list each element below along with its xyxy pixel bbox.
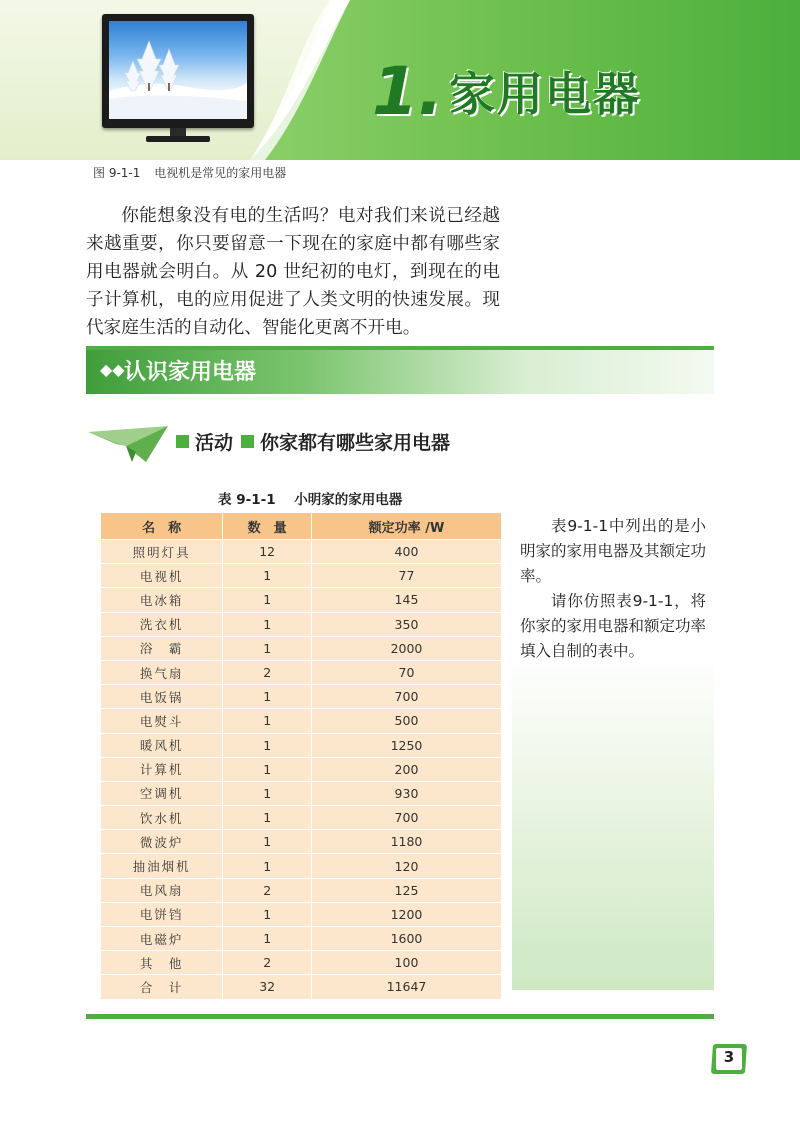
power-cell: 125 xyxy=(311,878,501,902)
tv-frame xyxy=(102,14,254,128)
table-label: 表 9-1-1 xyxy=(218,492,276,508)
table-row xyxy=(101,564,502,588)
appliance-name-cell: 计算机 xyxy=(101,757,223,781)
table-total-row xyxy=(101,975,502,999)
power-cell: 100 xyxy=(311,951,501,975)
appliance-name-cell: 电风扇 xyxy=(101,878,223,902)
quantity-cell: 1 xyxy=(223,685,312,709)
section-header-bar xyxy=(86,346,714,394)
appliance-name-cell: 抽油烟机 xyxy=(101,854,223,878)
power-cell: 350 xyxy=(311,612,501,636)
table-row xyxy=(101,806,502,830)
intro-text: 你能想象没有电的生活吗？电对我们来说已经越来越重要，你只要留意一下现在的家庭中都有哪些家用电器就会明白。从 20 世纪初的电灯，到现在的电子计算机，电的应用促进了人类文明的快速发展。现代家庭生活的自动化、智能化更离不开电。 xyxy=(86,206,500,338)
quantity-cell: 1 xyxy=(223,854,312,878)
quantity-cell: 1 xyxy=(223,709,312,733)
table-row xyxy=(101,927,502,951)
table-row xyxy=(101,951,502,975)
table-row xyxy=(101,636,502,660)
power-cell: 120 xyxy=(311,854,501,878)
quantity-cell: 2 xyxy=(223,660,312,684)
table-row xyxy=(101,660,502,684)
appliance-name-cell: 洗衣机 xyxy=(101,612,223,636)
appliance-name-cell: 电磁炉 xyxy=(101,927,223,951)
quantity-cell: 32 xyxy=(223,975,312,999)
power-cell: 700 xyxy=(311,685,501,709)
quantity-cell: 1 xyxy=(223,927,312,951)
table-row xyxy=(101,540,502,564)
table-header-row xyxy=(101,513,502,540)
power-cell: 500 xyxy=(311,709,501,733)
snow-trees-icon xyxy=(109,21,247,119)
table-row xyxy=(101,588,502,612)
quantity-cell: 1 xyxy=(223,830,312,854)
power-cell: 1600 xyxy=(311,927,501,951)
quantity-cell: 1 xyxy=(223,781,312,805)
appliance-name-cell: 换气扇 xyxy=(101,660,223,684)
power-cell: 77 xyxy=(311,564,501,588)
paper-plane-icon xyxy=(86,422,170,466)
appliance-name-cell: 电熨斗 xyxy=(101,709,223,733)
table-row xyxy=(101,854,502,878)
quantity-cell: 2 xyxy=(223,951,312,975)
table-row xyxy=(101,878,502,902)
power-cell: 70 xyxy=(311,660,501,684)
intro-paragraph xyxy=(86,202,500,342)
chapter-banner xyxy=(0,0,800,160)
power-cell: 2000 xyxy=(311,636,501,660)
section-title: 认识家用电器 xyxy=(124,360,257,385)
quantity-cell: 1 xyxy=(223,636,312,660)
quantity-cell: 2 xyxy=(223,878,312,902)
table-caption-text: 小明家的家用电器 xyxy=(294,492,403,508)
diamond-bullets-icon: ◆◆ xyxy=(100,360,125,379)
bottom-divider xyxy=(86,1014,714,1019)
table-row xyxy=(101,612,502,636)
appliance-name-cell: 饮水机 xyxy=(101,806,223,830)
appliance-name-cell: 空调机 xyxy=(101,781,223,805)
quantity-cell: 1 xyxy=(223,757,312,781)
tv-screen-winter-scene xyxy=(109,21,247,119)
appliance-name-cell: 暖风机 xyxy=(101,733,223,757)
quantity-cell: 1 xyxy=(223,564,312,588)
appliance-name-cell: 其 他 xyxy=(101,951,223,975)
chapter-number: 1. xyxy=(372,52,443,130)
tv-stand-base xyxy=(146,136,210,142)
power-cell: 1200 xyxy=(311,902,501,926)
activity-label: 活动 xyxy=(195,432,234,454)
figure-caption xyxy=(93,164,296,181)
header-quantity: 数 量 xyxy=(223,513,312,540)
activity-title: 你家都有哪些家用电器 xyxy=(260,432,451,454)
side-note-paragraph-1: 表9-1-1中列出的是小明家的家用电器及其额定功率。 xyxy=(520,517,707,585)
appliance-table-container xyxy=(100,512,502,1002)
activity-header xyxy=(176,428,450,455)
green-square-icon xyxy=(176,435,189,448)
quantity-cell: 12 xyxy=(223,540,312,564)
header-power: 额定功率 /W xyxy=(311,513,501,540)
table-row xyxy=(101,902,502,926)
table-caption xyxy=(218,488,416,508)
quantity-cell: 1 xyxy=(223,733,312,757)
header-name: 名 称 xyxy=(101,513,223,540)
quantity-cell: 1 xyxy=(223,612,312,636)
table-row xyxy=(101,733,502,757)
power-cell: 930 xyxy=(311,781,501,805)
appliance-table xyxy=(100,512,502,1000)
table-row xyxy=(101,709,502,733)
table-row xyxy=(101,781,502,805)
section-top-line xyxy=(86,346,714,350)
appliance-name-cell: 电冰箱 xyxy=(101,588,223,612)
table-row xyxy=(101,830,502,854)
side-note-paragraph-2: 请你仿照表9-1-1，将你家的家用电器和额定功率填入自制的表中。 xyxy=(520,592,707,660)
side-note xyxy=(520,514,706,664)
chapter-title xyxy=(372,52,641,130)
power-cell: 11647 xyxy=(311,975,501,999)
tv-stand-neck xyxy=(170,128,186,136)
appliance-name-cell: 电饭锅 xyxy=(101,685,223,709)
table-row xyxy=(101,757,502,781)
appliance-name-cell: 照明灯具 xyxy=(101,540,223,564)
power-cell: 1180 xyxy=(311,830,501,854)
appliance-name-cell: 微波炉 xyxy=(101,830,223,854)
power-cell: 700 xyxy=(311,806,501,830)
power-cell: 200 xyxy=(311,757,501,781)
appliance-name-cell: 合 计 xyxy=(101,975,223,999)
figure-caption-text: 电视机是常见的家用电器 xyxy=(154,166,287,180)
power-cell: 400 xyxy=(311,540,501,564)
appliance-name-cell: 浴 霸 xyxy=(101,636,223,660)
green-square-icon xyxy=(241,435,254,448)
quantity-cell: 1 xyxy=(223,588,312,612)
power-cell: 145 xyxy=(311,588,501,612)
power-cell: 1250 xyxy=(311,733,501,757)
table-body xyxy=(101,540,502,1000)
tv-illustration xyxy=(102,14,254,142)
quantity-cell: 1 xyxy=(223,902,312,926)
quantity-cell: 1 xyxy=(223,806,312,830)
table-row xyxy=(101,685,502,709)
appliance-name-cell: 电视机 xyxy=(101,564,223,588)
page-number-badge xyxy=(712,1044,746,1074)
chapter-heading: 家用电器 xyxy=(449,67,641,121)
page-number: 3 xyxy=(723,1048,735,1066)
figure-label: 图 9-1-1 xyxy=(93,166,141,180)
appliance-name-cell: 电饼铛 xyxy=(101,902,223,926)
